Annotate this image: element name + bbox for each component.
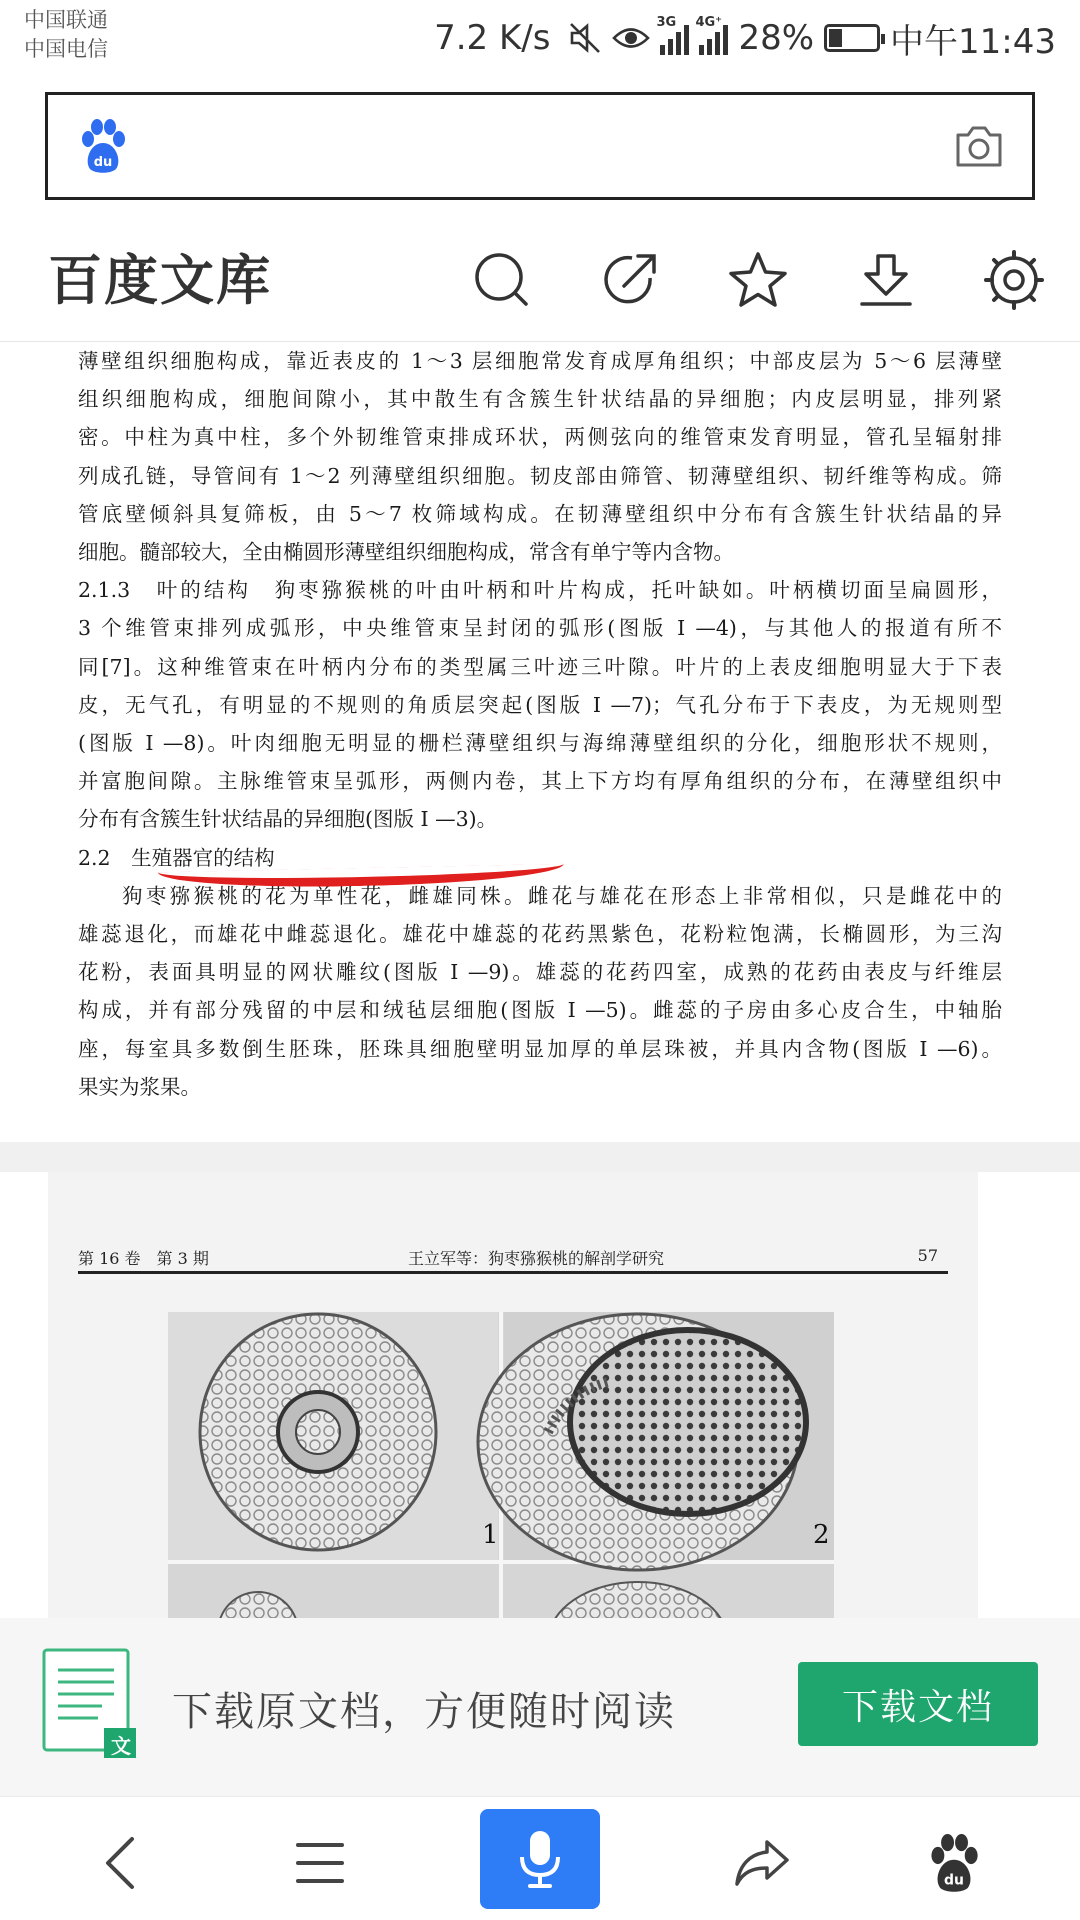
doc-line: 列成孔链，导管间有 1～2 列薄壁组织细胞。韧皮部由筛管、韧薄壁组织、韧纤维等构成。筛: [78, 463, 1002, 488]
page-number: 57: [917, 1246, 938, 1265]
battery-icon: [824, 24, 880, 52]
doc-line: 密。中柱为真中柱，多个外韧维管束排成环状，两侧弦向的维管束发育明显，管孔呈辐射排: [78, 425, 1002, 450]
baidu-home-icon: [928, 1834, 980, 1892]
doc-line: 薄壁组织细胞构成，靠近表皮的 1～3 层细胞常发育成厚角组织；中部皮层为 5～6 层薄壁: [78, 349, 1002, 373]
star-icon: [727, 250, 789, 310]
network-type-1: 3G: [656, 15, 677, 30]
doc-line: 分布有含簇生针状结晶的异细胞(图版 I —3)。: [78, 807, 498, 832]
share-icon: [733, 1838, 791, 1888]
doc-line: 2.1.3 叶的结构 狗枣猕猴桃的叶由叶柄和叶片构成，托叶缺如。叶柄横切面呈扁圆形，: [78, 578, 1002, 603]
doc-line: 狗枣猕猴桃的花为单性花，雌雄同株。雌花与雄花在形态上非常相似，只是雌花中的: [122, 883, 1002, 908]
carrier-info: [24, 6, 108, 64]
doc-line: 组织细胞构成，细胞间隙小，其中散生有含簇生针状结晶的异细胞；内皮层明显，排列紧: [78, 387, 1002, 412]
doc-line: 细胞。髓部较大，全由椭圆形薄壁组织细胞构成，常含有单宁等内含物。: [78, 540, 734, 565]
battery-percent: 28%: [738, 18, 815, 58]
download-button[interactable]: [848, 242, 924, 318]
network-type-2: 4G⁺: [695, 15, 723, 30]
download-icon: [856, 250, 916, 310]
figure-label-1: 1: [482, 1520, 499, 1550]
share-page-button[interactable]: [722, 1823, 802, 1903]
settings-icon: [983, 249, 1045, 311]
micrograph-image: [168, 1312, 834, 1618]
toolbar: [464, 242, 1052, 318]
status-icons: [434, 14, 1056, 62]
doc-line: 构成，并有部分残留的中层和绒毡层细胞(图版 I —5)。雌蕊的子房由多心皮合生，中轴胎: [78, 998, 1002, 1023]
document-page-2: [48, 1172, 978, 1618]
doc-line: 并富胞间隙。主脉维管束呈弧形，两侧内卷，其上下方均有厚角组织的分布，在薄壁组织中: [78, 769, 1002, 794]
voice-search-button[interactable]: [480, 1809, 600, 1909]
back-button[interactable]: [80, 1823, 160, 1903]
doc-line: 同[7]。这种维管束在叶柄内分布的类型属三叶迹三叶隙。叶片的上表皮细胞明显大于下表: [78, 654, 1002, 679]
network-speed: 7.2 K/s: [434, 18, 551, 58]
share-button[interactable]: [592, 242, 668, 318]
signal-4g-icon: [695, 15, 728, 55]
settings-button[interactable]: [976, 242, 1052, 318]
share-icon: [600, 250, 660, 310]
baidu-paw-icon[interactable]: [80, 119, 126, 173]
doc-line: 果实为浆果。: [78, 1074, 201, 1099]
baidu-home-button[interactable]: [914, 1823, 994, 1903]
doc-line: 雄蕊退化，而雄花中雌蕊退化。雄花中雄蕊的花药黑紫色，花粉粒饱满，长椭圆形，为三沟: [78, 922, 1002, 947]
figure-label-2: 2: [813, 1520, 830, 1550]
mute-icon: [568, 21, 602, 55]
carrier-1: 中国联通: [24, 8, 108, 32]
document-page-1: [78, 342, 1002, 1106]
download-prompt-text: 下载原文档，方便随时阅读: [172, 1689, 676, 1735]
menu-icon: [295, 1841, 345, 1885]
download-document-button[interactable]: 下载文档: [798, 1662, 1038, 1746]
carrier-2: 中国电信: [24, 37, 108, 61]
app-title: 百度文库: [48, 249, 272, 312]
doc-line: 3 个维管束排列成弧形，中央维管束呈封闭的弧形(图版 I —4)，与其他人的报道有所不: [78, 616, 1002, 641]
eye-icon: [612, 23, 650, 53]
menu-button[interactable]: [280, 1823, 360, 1903]
battery-fill: [829, 29, 842, 47]
page-separator: [0, 1142, 1080, 1172]
doc-line: 座，每室具多数倒生胚珠，胚珠具细胞壁明显加厚的单层珠被，并具内含物(图版 I —6)。: [78, 1036, 1002, 1061]
clock: 中午11:43: [890, 21, 1056, 62]
search-icon: [472, 250, 532, 310]
camera-icon[interactable]: [954, 123, 1004, 169]
signal-3g-icon: [656, 15, 689, 55]
svg-text:du: du: [944, 1872, 964, 1889]
download-banner: [0, 1618, 1080, 1796]
doc-line: 皮，无气孔，有明显的不规则的角质层突起(图版 I —7)；气孔分布于下表皮，为无规则型: [78, 692, 1002, 717]
doc-section-heading: 2.2 生殖器官的结构: [78, 845, 275, 870]
bottom-navigation: [0, 1796, 1080, 1920]
back-icon: [100, 1835, 140, 1891]
document-viewer[interactable]: [0, 342, 1080, 1618]
doc-line: (图版 I —8)。叶肉细胞无明显的栅栏薄壁组织与海绵薄壁组织的分化，细胞形状不规则，: [78, 731, 1002, 756]
volume-issue: 第 16 卷 第 3 期: [78, 1249, 209, 1268]
running-head: [78, 1242, 948, 1274]
doc-badge: 文: [111, 1734, 131, 1758]
favorite-button[interactable]: [720, 242, 796, 318]
doc-line: 管底壁倾斜具复筛板，由 5～7 枚筛域构成。在韧薄壁组织中分布有含簇生针状结晶的异: [78, 501, 1002, 526]
microphone-icon: [518, 1829, 562, 1889]
search-button[interactable]: [464, 242, 540, 318]
micrograph-figure: [168, 1312, 834, 1618]
article-running-title: 王立军等：狗枣猕猴桃的解剖学研究: [408, 1249, 665, 1268]
doc-line: 花粉，表面具明显的网状雕纹(图版 I —9)。雄蕊的花药四室，成熟的花药由表皮与纤维层: [78, 960, 1002, 985]
status-bar: [0, 0, 1080, 76]
app-header: [0, 210, 1080, 342]
search-box[interactable]: [45, 92, 1035, 200]
svg-text:du: du: [93, 155, 113, 170]
